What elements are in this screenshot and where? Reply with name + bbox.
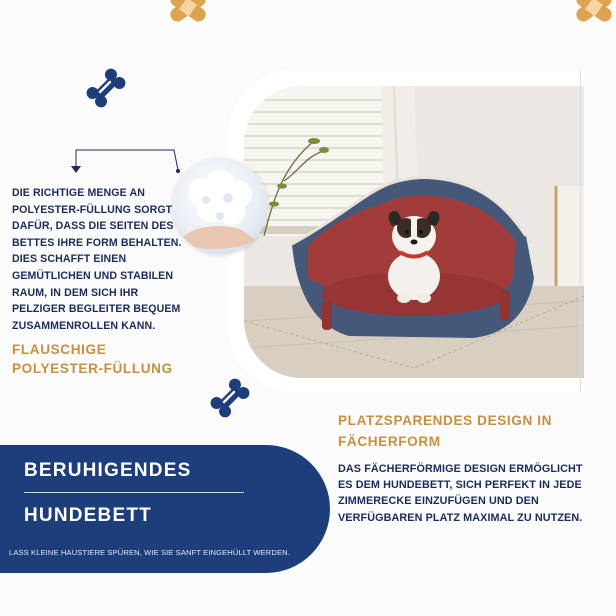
frame-edge [580,70,581,392]
banner-title-line2: HUNDEBETT [24,505,152,526]
banner-divider [24,492,244,493]
filling-description: DIE RICHTIGE MENGE AN POLYESTER-FÜLLUNG SORGT DAFÜR, DASS DIE SEITEN DES BETTES IHRE FORM BEHALTEN. DIES SCHAFFT EINEN GEMÜTLICHEN UND STABILEN RAUM, IN DEM SICH IHR PELZIGER BEGLEITER BEQUEM ZUSAMMENROLLEN KANN. [12,187,182,332]
banner-subtitle: LASS KLEINE HAUSTIERE SPÜREN, WIE SIE SANFT EINGEHÜLLT WERDEN. [9,548,290,557]
design-heading [338,410,598,452]
bone-icon [84,66,128,110]
bandage-icon [166,0,210,24]
filling-heading [12,340,212,378]
design-heading-line1: PLATZSPARENDES DESIGN IN [338,413,553,428]
dog-bed-photo [244,86,584,378]
bandage-icon [572,0,616,24]
design-description: DAS FÄCHERFÖRMIGE DESIGN ERMÖGLICHT ES DEM HUNDEBETT, SICH PERFEKT IN JEDE ZIMMERECKE EINZUFÜGEN UND DEN VERFÜGBAREN PLATZ MAXIMAL ZU NUTZEN. [338,463,583,524]
filling-heading-line2: POLYESTER-FÜLLUNG [12,361,173,376]
banner-title-line1: BERUHIGENDES [24,460,192,481]
bone-icon [208,376,252,420]
filling-heading-line1: FLAUSCHIGE [12,342,107,357]
design-heading-line2: FÄCHERFORM [338,434,441,449]
connector-line [68,142,188,182]
polyester-filling-photo [172,158,268,254]
